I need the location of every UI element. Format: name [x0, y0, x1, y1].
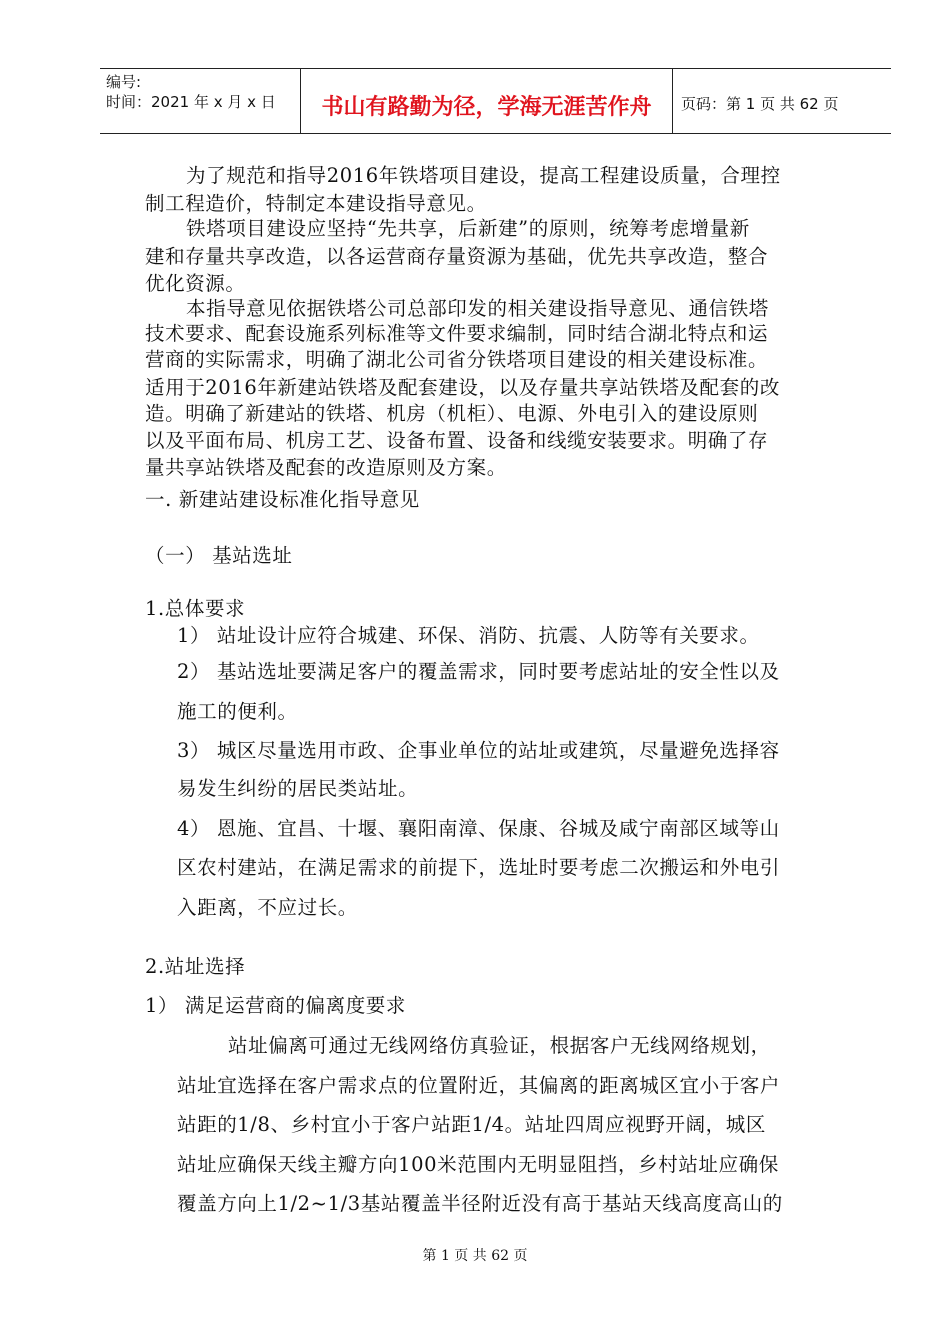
body-line: 站距的1/8、乡村宜小于客户站距1/4。站址四周应视野开阔，城区	[177, 1113, 766, 1136]
item-heading: 2.站址选择	[145, 955, 246, 978]
header-motto: 书山有路勤为径，学海无涯苦作舟	[321, 95, 652, 120]
header-page-code: 页码：第 1 页 共 62 页	[681, 95, 839, 113]
header-page-cell	[673, 69, 891, 133]
body-line: 4） 恩施、宜昌、十堰、襄阳南漳、保康、谷城及咸宁南部区域等山	[177, 817, 780, 840]
body-line: 施工的便利。	[177, 700, 298, 723]
body-line: 制工程造价，特制定本建设指导意见。	[145, 192, 487, 215]
item-heading: 1.总体要求	[145, 597, 246, 620]
section-heading: 一. 新建站建设标准化指导意见	[145, 488, 420, 511]
body-line: 站址偏离可通过无线网络仿真验证，根据客户无线网络规划，	[228, 1034, 771, 1057]
body-line: 量共享站铁塔及配套的改造原则及方案。	[145, 456, 507, 479]
body-line: 造。明确了新建站的铁塔、机房（机柜）、电源、外电引入的建设原则	[145, 402, 759, 425]
body-line: 易发生纠纷的居民类站址。	[177, 777, 419, 800]
body-line: 本指导意见依据铁塔公司总部印发的相关建设指导意见、通信铁塔	[186, 297, 769, 320]
header-meta-cell	[100, 69, 301, 133]
body-line: 覆盖方向上1/2~1/3基站覆盖半径附近没有高于基站天线高度高山的	[177, 1192, 783, 1215]
body-line: 1） 站址设计应符合城建、环保、消防、抗震、人防等有关要求。	[177, 624, 760, 647]
body-line: 2） 基站选址要满足客户的覆盖需求，同时要考虑站址的安全性以及	[177, 660, 780, 683]
body-line: 3） 城区尽量选用市政、企事业单位的站址或建筑，尽量避免选择容	[177, 739, 780, 762]
document-number-label: 编号:	[106, 73, 142, 91]
body-line: 铁塔项目建设应坚持“先共享，后新建”的原则，统筹考虑增量新	[186, 217, 750, 240]
body-line: 适用于2016年新建站铁塔及配套建设，以及存量共享站铁塔及配套的改	[145, 376, 780, 399]
document-time-label: 时间：2021 年 x 月 x 日	[106, 93, 276, 111]
body-line: 1） 满足运营商的偏离度要求	[145, 994, 407, 1017]
body-line: 营商的实际需求，明确了湖北公司省分铁塔项目建设的相关建设标准。	[145, 348, 769, 371]
body-line: 优化资源。	[145, 272, 246, 295]
page-header	[100, 68, 891, 134]
body-line: 为了规范和指导2016年铁塔项目建设，提高工程建设质量，合理控	[186, 164, 781, 187]
body-line: 区农村建站，在满足需求的前提下，选址时要考虑二次搬运和外电引	[177, 856, 781, 879]
body-line: 以及平面布局、机房工艺、设备布置、设备和线缆安装要求。明确了存	[145, 429, 769, 452]
body-line: 入距离，不应过长。	[177, 896, 358, 919]
body-line: 建和存量共享改造，以各运营商存量资源为基础，优先共享改造，整合	[145, 245, 769, 268]
page-footer: 第 1 页 共 62 页	[422, 1248, 528, 1264]
body-line: 站址宜选择在客户需求点的位置附近，其偏离的距离城区宜小于客户	[177, 1074, 781, 1097]
subsection-heading: （一） 基站选址	[145, 544, 293, 567]
body-line: 技术要求、配套设施系列标准等文件要求编制，同时结合湖北特点和运	[145, 322, 769, 345]
header-motto-cell	[301, 69, 673, 133]
body-line: 站址应确保天线主瓣方向100米范围内无明显阻挡，乡村站址应确保	[177, 1153, 779, 1176]
